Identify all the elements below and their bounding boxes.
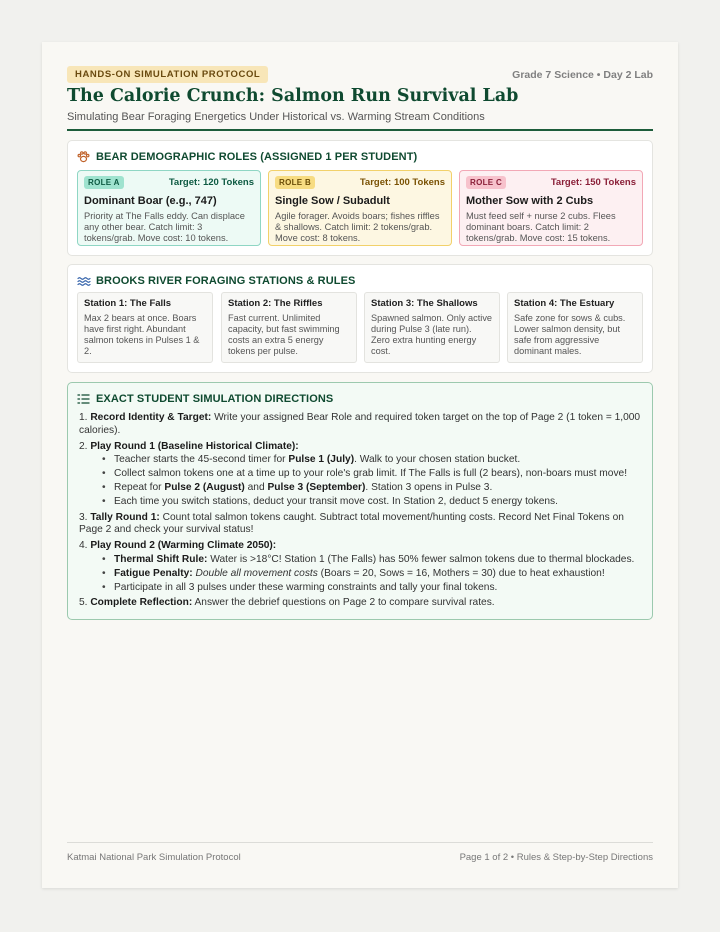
station-card-2 xyxy=(221,292,357,363)
roles-card xyxy=(67,140,653,256)
station-card-4 xyxy=(507,292,643,363)
role-name: Mother Sow with 2 Cubs xyxy=(466,195,594,207)
page-title: The Calorie Crunch: Salmon Run Survival Lab xyxy=(67,86,519,106)
station-name: Station 2: The Riffles xyxy=(228,298,323,309)
station-description: Fast current. Unlimited capacity, but fast swimming costs an extra 5 energy tokens per pulse. xyxy=(228,313,340,356)
list-item: 3. Tally Round 1: Count total salmon tokens caught. Subtract total movement/hunting costs. Record Net Final Tokens on Page 2 and check your survival status! xyxy=(79,511,624,536)
role-badge: ROLE B xyxy=(275,176,315,189)
role-target: Target: 120 Tokens xyxy=(168,177,254,188)
list-item: • Fatigue Penalty: Double all movement costs (Boars = 20, Sows = 16, Mothers = 30) due to heat exhaustion! xyxy=(101,568,642,581)
station-name: Station 4: The Estuary xyxy=(514,298,615,309)
directions-title: EXACT STUDENT SIMULATION DIRECTIONS xyxy=(96,393,334,405)
grade-label: Grade 7 Science • Day 2 Lab xyxy=(512,69,653,81)
role-description: Agile forager. Avoids boars; fishes riffles & shallows. Catch limit: 2 tokens/grab. Move cost: 8 tokens. xyxy=(275,211,440,243)
footer-left: Katmai National Park Simulation Protocol xyxy=(67,852,241,863)
station-name: Station 3: The Shallows xyxy=(371,298,478,309)
header-divider xyxy=(67,129,653,131)
role-name: Dominant Boar (e.g., 747) xyxy=(84,195,217,207)
water-waves-icon xyxy=(77,275,91,287)
list-icon xyxy=(77,393,91,405)
list-item: • Collect salmon tokens one at a time up to your role's grab limit. If The Falls is full (2 bears), non-boars must move! xyxy=(101,468,642,481)
role-card-b xyxy=(268,170,452,246)
role-target: Target: 100 Tokens xyxy=(359,177,445,188)
station-card-3 xyxy=(364,292,500,363)
role-badge: ROLE C xyxy=(466,176,506,189)
role-description: Must feed self + nurse 2 cubs. Flees dominant boars. Catch limit: 2 tokens/grab. Move cost: 15 tokens. xyxy=(466,211,616,243)
worksheet-page xyxy=(42,42,678,888)
station-description: Max 2 bears at once. Boars have first right. Abundant salmon tokens in Pulses 1 & 2. xyxy=(84,313,200,356)
station-description: Safe zone for sows & cubs. Lower salmon density, but safe from aggressive dominant males. xyxy=(514,313,626,356)
paw-icon xyxy=(77,151,91,163)
list-item: 2. Play Round 1 (Baseline Historical Climate): • Teacher starts the 45-second timer for Pulse 1 (July). Walk to your chosen station bucket. • Collect salmon tokens one at a time up to your role's grab limit. If The Falls is full (2 bears), non-boars must move! • Repeat for Pulse 2 (August) and Pulse 3 (September). Station 3 opens in Pulse 3. • Each time you switch stations, deduct your transit move cost. In Station 2, deduct 5 energy tokens. xyxy=(79,441,642,509)
page-subtitle: Simulating Bear Foraging Energetics Under Historical vs. Warming Stream Conditions xyxy=(67,111,485,123)
station-name: Station 1: The Falls xyxy=(84,298,172,309)
stations-heading xyxy=(77,275,355,287)
list-item: • Thermal Shift Rule: Water is >18°C! Station 1 (The Falls) has 50% fewer salmon tokens due to thermal blockades. xyxy=(101,554,642,567)
directions-list xyxy=(79,412,642,613)
list-item: • Participate in all 3 pulses under these warming constraints and tally your final tokens. xyxy=(101,582,642,595)
list-item: • Repeat for Pulse 2 (August) and Pulse 3 (September). Station 3 opens in Pulse 3. xyxy=(101,482,642,495)
role-name: Single Sow / Subadult xyxy=(275,195,390,207)
directions-heading xyxy=(77,393,333,405)
stations-card xyxy=(67,264,653,373)
role-card-a xyxy=(77,170,261,246)
stations-title: BROOKS RIVER FORAGING STATIONS & RULES xyxy=(96,275,356,287)
directions-card xyxy=(67,382,653,620)
role-description: Priority at The Falls eddy. Can displace any other bear. Catch limit: 3 tokens/grab. Move cost: 10 tokens. xyxy=(84,211,245,243)
role-card-c xyxy=(459,170,643,246)
role-target: Target: 150 Tokens xyxy=(550,177,636,188)
station-description: Spawned salmon. Only active during Pulse 3 (late run). Zero extra hunting energy cost. xyxy=(371,313,493,356)
roles-title: BEAR DEMOGRAPHIC ROLES (ASSIGNED 1 PER STUDENT) xyxy=(96,151,418,163)
role-badge: ROLE A xyxy=(84,176,124,189)
station-card-1 xyxy=(77,292,213,363)
list-item: 5. Complete Reflection: Answer the debrief questions on Page 2 to compare survival rates. xyxy=(79,597,495,609)
protocol-tag: HANDS-ON SIMULATION PROTOCOL xyxy=(67,66,268,83)
list-item: • Teacher starts the 45-second timer for Pulse 1 (July). Walk to your chosen station bucket. xyxy=(101,454,642,467)
footer xyxy=(67,842,653,863)
footer-right: Page 1 of 2 • Rules & Step-by-Step Directions xyxy=(459,852,653,863)
list-item: • Each time you switch stations, deduct your transit move cost. In Station 2, deduct 5 energy tokens. xyxy=(101,496,642,509)
list-item: 1. Record Identity & Target: Write your assigned Bear Role and required token target on the top of Page 2 (1 token = 1,000 calories). xyxy=(79,412,641,436)
list-item: 4. Play Round 2 (Warming Climate 2050): • Thermal Shift Rule: Water is >18°C! Station 1 (The Falls) has 50% fewer salmon tokens due to thermal blockades. • Fatigue Penalty: Double all movement costs (Boars = 20, Sows = 16, Mothers = 30) due to heat exhaustion! • Participate in all 3 pulses under these warming constraints and tally your final tokens. xyxy=(79,540,642,594)
roles-heading xyxy=(77,151,417,163)
